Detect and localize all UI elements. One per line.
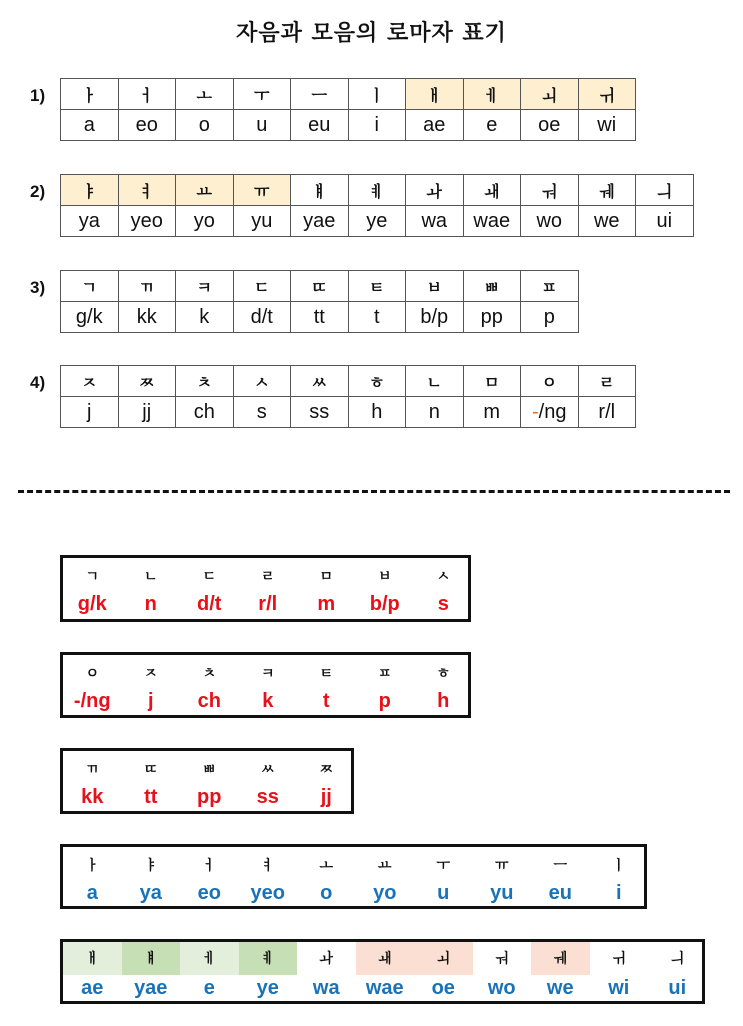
roman-line [63, 687, 468, 715]
jamo-cell: ㄴ [406, 366, 464, 397]
ng-dash: - [532, 400, 539, 423]
roman-cell: we [578, 206, 636, 237]
jamo-cell-highlighted: ㅟ [578, 79, 636, 110]
jamo-cell-highlighted: ㅐ [406, 79, 464, 110]
jamo-cell-highlighted: ㅑ [61, 175, 119, 206]
jamo-cell-highlighted: ㅔ [463, 79, 521, 110]
vowel-table-1 [60, 78, 636, 141]
roman-cell: s [233, 397, 291, 428]
jamo-cell-highlighted: ㅠ [233, 175, 291, 206]
jamo-line [63, 853, 644, 877]
jamo: ㅔ [180, 942, 239, 975]
roman-cell: wo [521, 206, 579, 237]
table-3-label: 3) [30, 278, 46, 297]
roman-cell: j [61, 397, 119, 428]
roman: oe [431, 977, 455, 999]
jamo-cell: ㅞ [578, 175, 636, 206]
consonant-table-4 [60, 365, 636, 428]
roman-cell: pp [463, 302, 521, 333]
jamo-cell: ㅇ [521, 366, 579, 397]
roman: yae [134, 977, 168, 999]
roman: h [437, 690, 450, 712]
roman-cell: e [463, 110, 521, 141]
jamo: ㅞ [531, 942, 590, 975]
table-2-label: 2) [30, 182, 46, 201]
roman-cell: a [61, 110, 119, 141]
roman-cell: eu [291, 110, 349, 141]
jamo-cell: ㅗ [176, 79, 234, 110]
roman: d/t [197, 593, 222, 615]
roman: e [203, 977, 215, 999]
roman-line [63, 590, 468, 618]
jamo: ㅊ [202, 665, 217, 681]
roman: jj [320, 786, 332, 808]
jamo-cell-highlighted: ㅛ [176, 175, 234, 206]
roman: wae [365, 977, 404, 999]
roman: ye [256, 977, 279, 999]
jamo-cell: ㅋ [176, 271, 234, 302]
roman: pp [197, 786, 222, 808]
jamo-cell: ㅢ [636, 175, 694, 206]
roman-cell: eo [118, 110, 176, 141]
roman: yeo [250, 882, 285, 904]
roman: p [378, 690, 391, 712]
roman-cell: h [348, 397, 406, 428]
jamo: ㄷ [202, 568, 217, 584]
jamo-line [63, 757, 351, 781]
roman-cell-ng [521, 397, 579, 428]
roman: ya [139, 882, 162, 904]
roman-cell: ui [636, 206, 694, 237]
roman: i [615, 882, 622, 904]
roman: wi [608, 977, 630, 999]
jamo: ㄸ [143, 761, 158, 777]
jamo-cell: ㅣ [348, 79, 406, 110]
jamo: ㅠ [494, 857, 509, 873]
jamo: ㅁ [319, 568, 334, 584]
jamo: ㅚ [414, 942, 473, 975]
roman-cell: i [348, 110, 406, 141]
roman-cell: yu [233, 206, 291, 237]
consonant-box-aspirated [60, 652, 471, 718]
roman: -/ng [73, 690, 111, 712]
vowel-box-compound [60, 939, 705, 1004]
roman-cell: jj [118, 397, 176, 428]
jamo-cell: ㅎ [348, 366, 406, 397]
jamo-cell: ㄸ [291, 271, 349, 302]
roman-cell: ss [291, 397, 349, 428]
jamo: ㅐ [63, 942, 122, 975]
jamo-cell: ㅆ [291, 366, 349, 397]
jamo: ㄲ [85, 761, 100, 777]
roman-cell: o [176, 110, 234, 141]
jamo-cell: ㄱ [61, 271, 119, 302]
jamo: ㄹ [260, 568, 275, 584]
roman: we [546, 977, 574, 999]
roman: yu [490, 882, 514, 904]
ng-rest: /ng [538, 400, 567, 423]
roman-cell: ya [61, 206, 119, 237]
jamo-cell: ㅌ [348, 271, 406, 302]
dashed-divider [18, 490, 730, 493]
roman-cell: ye [348, 206, 406, 237]
jamo-cell: ㅊ [176, 366, 234, 397]
jamo: ㅈ [143, 665, 158, 681]
roman: ae [81, 977, 104, 999]
jamo: ㅢ [670, 950, 685, 966]
jamo: ㅓ [202, 857, 217, 873]
jamo-cell: ㄷ [233, 271, 291, 302]
roman-line [63, 974, 702, 1002]
roman: eu [548, 882, 572, 904]
jamo: ㄴ [143, 568, 158, 584]
jamo: ㅃ [202, 761, 217, 777]
jamo: ㅎ [436, 665, 451, 681]
jamo-cell: ㅝ [521, 175, 579, 206]
roman: b/p [369, 593, 400, 615]
roman-cell: yae [291, 206, 349, 237]
roman-cell: p [521, 302, 579, 333]
jamo: ㅅ [436, 568, 451, 584]
roman-cell: wae [463, 206, 521, 237]
roman-cell: kk [118, 302, 176, 333]
jamo: ㅉ [319, 761, 334, 777]
jamo-cell: ㅜ [233, 79, 291, 110]
jamo: ㅣ [611, 857, 626, 873]
jamo-line [63, 564, 468, 588]
jamo-cell: ㅙ [463, 175, 521, 206]
jamo: ㅙ [356, 942, 415, 975]
jamo-cell-highlighted: ㅚ [521, 79, 579, 110]
jamo-cell: ㅡ [291, 79, 349, 110]
jamo: ㅗ [319, 857, 334, 873]
jamo-cell: ㅂ [406, 271, 464, 302]
jamo: ㅑ [143, 857, 158, 873]
jamo: ㅌ [319, 665, 334, 681]
table-1-label: 1) [30, 86, 46, 105]
jamo: ㅟ [611, 950, 626, 966]
roman: yo [373, 882, 397, 904]
jamo-cell: ㅖ [348, 175, 406, 206]
jamo-cell: ㅓ [118, 79, 176, 110]
roman-cell: yo [176, 206, 234, 237]
roman: ch [197, 690, 221, 712]
jamo: ㅘ [319, 950, 334, 966]
jamo-cell: ㅒ [291, 175, 349, 206]
roman-line [63, 879, 644, 907]
roman: s [437, 593, 449, 615]
roman: wa [312, 977, 340, 999]
jamo: ㅍ [377, 665, 392, 681]
jamo-cell: ㅏ [61, 79, 119, 110]
roman: r/l [258, 593, 278, 615]
roman: ui [668, 977, 687, 999]
jamo: ㅒ [122, 942, 181, 975]
jamo: ㅡ [553, 857, 568, 873]
vowel-box-simple [60, 844, 647, 909]
roman-cell: wa [406, 206, 464, 237]
roman: k [262, 690, 274, 712]
jamo: ㅋ [260, 665, 275, 681]
jamo: ㅏ [85, 857, 100, 873]
roman-cell: n [406, 397, 464, 428]
jamo-cell: ㄹ [578, 366, 636, 397]
consonant-table-3 [60, 270, 579, 333]
page-title: 자음과 모음의 로마자 표기 [236, 21, 507, 46]
roman-cell: k [176, 302, 234, 333]
roman: o [320, 882, 333, 904]
jamo: ㅝ [494, 950, 509, 966]
jamo: ㅇ [85, 665, 100, 681]
consonant-box-basic [60, 555, 471, 622]
roman: u [437, 882, 450, 904]
consonant-box-tense [60, 748, 354, 814]
jamo-cell: ㅅ [233, 366, 291, 397]
roman: j [147, 690, 154, 712]
jamo: ㄱ [85, 568, 100, 584]
jamo: ㅖ [239, 942, 298, 975]
roman: n [144, 593, 157, 615]
jamo-cell: ㅘ [406, 175, 464, 206]
roman: ss [256, 786, 279, 808]
roman-cell: r/l [578, 397, 636, 428]
vowel-table-2 [60, 174, 694, 237]
jamo: ㅕ [260, 857, 275, 873]
jamo-cell: ㅍ [521, 271, 579, 302]
jamo-cell: ㅃ [463, 271, 521, 302]
jamo: ㅜ [436, 857, 451, 873]
roman-cell: g/k [61, 302, 119, 333]
roman-cell: d/t [233, 302, 291, 333]
roman-cell: m [463, 397, 521, 428]
roman-cell: t [348, 302, 406, 333]
jamo-cell: ㄲ [118, 271, 176, 302]
jamo-cell-highlighted: ㅕ [118, 175, 176, 206]
jamo: ㅆ [260, 761, 275, 777]
roman-cell: wi [578, 110, 636, 141]
jamo-cell: ㅁ [463, 366, 521, 397]
roman: g/k [77, 593, 107, 615]
roman: a [86, 882, 98, 904]
roman: tt [144, 786, 158, 808]
jamo: ㅛ [377, 857, 392, 873]
roman-line [63, 783, 351, 811]
roman-cell: ae [406, 110, 464, 141]
jamo-cell: ㅈ [61, 366, 119, 397]
table-4-label: 4) [30, 373, 46, 392]
roman-cell: ch [176, 397, 234, 428]
roman-cell: oe [521, 110, 579, 141]
roman-cell: u [233, 110, 291, 141]
roman: t [322, 690, 330, 712]
roman-cell: b/p [406, 302, 464, 333]
jamo-cell: ㅉ [118, 366, 176, 397]
roman: eo [197, 882, 221, 904]
roman: wo [487, 977, 516, 999]
jamo-line [63, 661, 468, 685]
jamo: ㅂ [377, 568, 392, 584]
roman: m [317, 593, 336, 615]
roman: kk [81, 786, 104, 808]
roman-cell: tt [291, 302, 349, 333]
jamo-line [63, 942, 702, 975]
roman-cell: yeo [118, 206, 176, 237]
